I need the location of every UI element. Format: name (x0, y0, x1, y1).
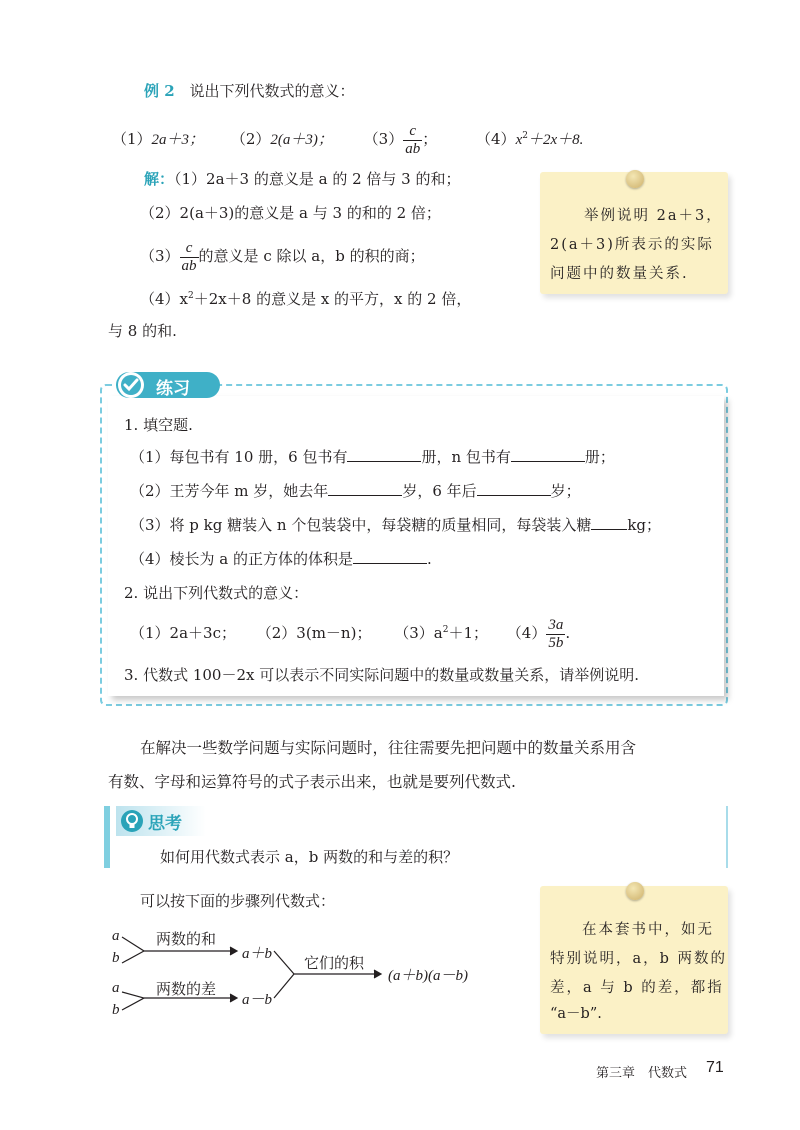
example-item-4-exponent: 2 (522, 131, 528, 141)
think-left-bar (104, 806, 110, 868)
blank-line (511, 447, 585, 462)
exercise-q1-1-a: （1）每包书有 10 册，6 包书有 (130, 448, 348, 466)
example-item-3-tail: ； (422, 130, 438, 148)
pin-icon (626, 170, 644, 188)
lightbulb-icon (120, 809, 144, 833)
note-1-line-2: 2(a＋3)所表示的实际 (550, 237, 714, 253)
exercise-q2-3-a: （3）a (394, 624, 443, 642)
blank-line (347, 447, 421, 462)
think-right-bar (726, 806, 728, 868)
exercise-q1-2 (130, 480, 581, 501)
exercise-q1-2-c: 岁； (550, 482, 581, 500)
note-1-line-1: 举例说明 2a＋3， (584, 208, 723, 224)
example-item-4-x: x (515, 132, 523, 148)
exercise-q2-2: （2）3(m－n)； (256, 624, 372, 642)
example-item-1-label: （1） (112, 130, 152, 148)
diagram-b-top: b (112, 950, 120, 966)
diagram-prod-label: 它们的积 (304, 954, 365, 972)
example-label: 例 2 (144, 82, 175, 100)
pin-icon (626, 882, 644, 900)
exercise-q2-4-label: （4） (506, 624, 547, 642)
pencil-check-icon (116, 370, 146, 400)
example-item-2-expr: 2(a＋3)； (270, 132, 333, 148)
diagram-diff-label: 两数的差 (156, 980, 217, 998)
blank-line (353, 549, 427, 564)
page-number: 71 (706, 1059, 724, 1076)
example-heading (144, 80, 354, 101)
example-item-3-label: （3） (363, 130, 404, 148)
exercise-q1-4-b: . (427, 550, 432, 568)
note-1-line-3: 问题中的数量关系. (550, 266, 689, 282)
diagram-a-top: a (112, 928, 120, 944)
exercise-q1-1 (130, 446, 615, 467)
solution-line-4 (140, 288, 471, 309)
exercise-q2-4-fraction: $\frac{3a}{5b}$ (548, 617, 564, 651)
exercise-q2-3-exponent: 2 (442, 625, 449, 635)
exercise-tab (116, 372, 220, 398)
think-tab (116, 806, 206, 836)
solution-line-3-fraction: $\frac{c}{ab}$ (181, 240, 197, 274)
solution-line-3-label: （3） (140, 247, 180, 265)
blank-line (477, 481, 551, 496)
blank-line (591, 515, 627, 530)
example-items (112, 116, 583, 156)
note-2-line-4: “a－b”. (550, 1006, 602, 1022)
exercise-q1-3-b: kg； (627, 516, 662, 534)
solution-line-3 (140, 236, 425, 276)
example-prompt: 说出下列代数式的意义： (189, 82, 355, 100)
sticky-note-2 (540, 886, 728, 1034)
blank-line (328, 481, 402, 496)
example-item-3-fraction: $\frac{c}{ab}$ (405, 123, 421, 157)
solution-line-1 (144, 168, 461, 189)
diagram-b-bottom: b (112, 1002, 120, 1018)
solution-line-2: （2）2(a＋3)的意义是 a 与 3 的和的 2 倍； (140, 204, 441, 222)
sticky-note-1 (540, 172, 728, 294)
diagram-prod-expr: (a＋b)(a－b) (388, 968, 468, 984)
steps-intro: 可以按下面的步骤列代数式： (140, 892, 336, 910)
exercise-q2-3-b: ＋1； (448, 624, 489, 642)
exercise-title: 练习 (156, 379, 190, 399)
diagram-sum-label: 两数的和 (156, 930, 217, 948)
exercise-q1: 1. 填空题. (124, 416, 193, 434)
exercise-q1-1-c: 册； (584, 448, 615, 466)
exercise-q1-1-b: 册，n 包书有 (421, 448, 511, 466)
diagram-sum-expr: a＋b (242, 946, 273, 962)
think-title: 思考 (148, 814, 182, 834)
example-item-1-expr: 2a＋3； (151, 132, 205, 148)
diagram-diff-expr: a－b (242, 992, 273, 1008)
solution-line-4-b: ＋2x＋8 的意义是 x 的平方，x 的 2 倍， (193, 290, 472, 308)
solution-line-4-exponent: 2 (188, 291, 194, 301)
exercise-q1-4 (130, 548, 432, 569)
note-2-line-3: 差，a 与 b 的差，都指 (550, 980, 724, 996)
example-item-2-label: （2） (230, 130, 271, 148)
paragraph-line-2: 有数、字母和运算符号的式子表示出来，也就是要列代数式. (108, 773, 516, 791)
example-item-4-rest: ＋2x＋8. (527, 132, 584, 148)
footer-chapter: 第三章 代数式 (596, 1066, 688, 1081)
exercise-q2: 2. 说出下列代数式的意义： (124, 584, 309, 602)
note-2-line-2: 特别说明，a，b 两数的 (550, 951, 728, 967)
solution-line-3-tail: 的意义是 c 除以 a，b 的积的商； (198, 247, 425, 265)
exercise-q3: 3. 代数式 100－2x 可以表示不同实际问题中的数量或数量关系，请举例说明. (124, 666, 640, 684)
solution-line-1-text: （1）2a＋3 的意义是 a 的 2 倍与 3 的和； (174, 170, 461, 188)
exercise-q2-1: （1）2a＋3c； (130, 624, 236, 642)
solution-line-5: 与 8 的和. (108, 322, 177, 340)
solution-label: 解： (144, 170, 175, 188)
example-item-4-label: （4） (476, 130, 516, 148)
exercise-q2-4-tail: . (565, 624, 571, 642)
diagram-a-bottom: a (112, 980, 120, 996)
solution-line-4-a: （4）x (140, 290, 189, 308)
exercise-q1-4-a: （4）棱长为 a 的正方体的体积是 (130, 550, 354, 568)
exercise-q1-2-b: 岁，6 年后 (402, 482, 477, 500)
note-2-line-1: 在本套书中，如无 (582, 922, 714, 938)
exercise-q1-2-a: （2）王芳今年 m 岁，她去年 (130, 482, 329, 500)
paragraph-line-1: 在解决一些数学问题与实际问题时，往往需要先把问题中的数量关系用含 (140, 739, 637, 757)
exercise-q2-items (130, 608, 570, 652)
exercise-q1-3-a: （3）将 p kg 糖装入 n 个包装袋中，每袋糖的质量相同，每袋装入糖 (130, 516, 592, 534)
think-question: 如何用代数式表示 a，b 两数的和与差的积？ (160, 848, 459, 866)
exercise-q1-3 (130, 514, 661, 535)
